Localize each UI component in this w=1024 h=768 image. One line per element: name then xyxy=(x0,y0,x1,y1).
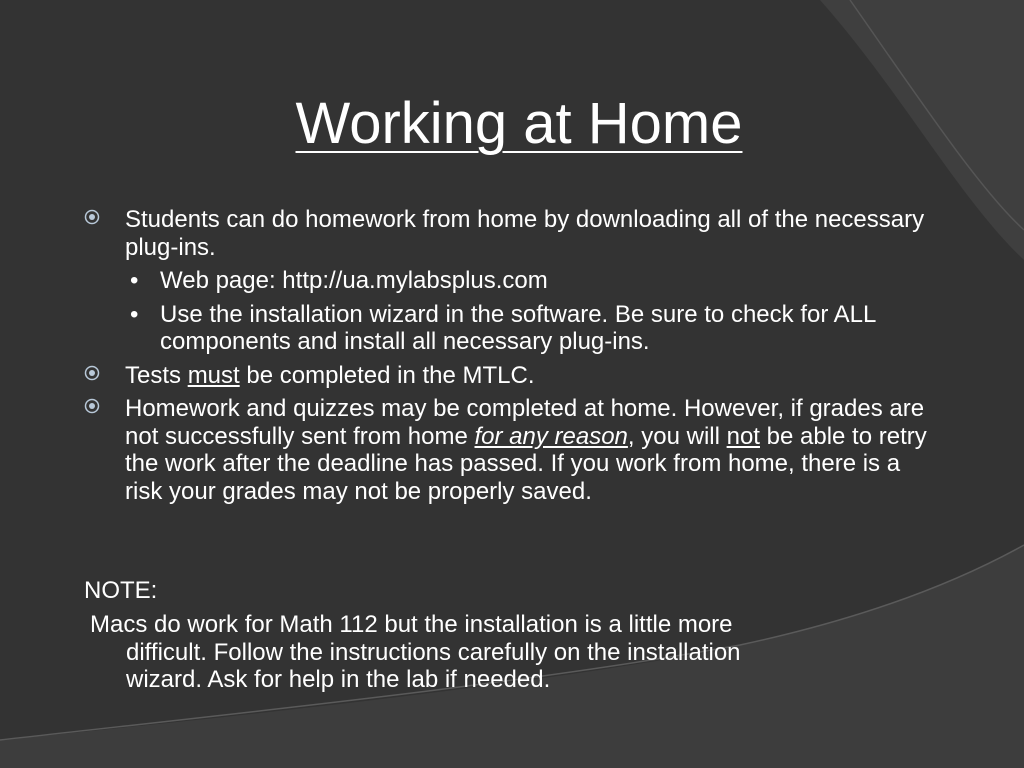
sub-bullet-text: Web page: http://ua.mylabsplus.com xyxy=(160,267,548,294)
sub-bullet-item xyxy=(84,267,944,295)
dot-bullet-icon: • xyxy=(130,267,139,294)
bullet-item xyxy=(84,206,944,261)
slide-title xyxy=(0,84,1024,164)
bullet-text-part: be able to retry the work after the deadline has passed. If you work from home, there is a risk your grades may not be properly saved. xyxy=(125,422,927,505)
sub-bullet-item xyxy=(84,301,944,356)
emphasis-text: must xyxy=(187,361,240,389)
bullet-text-part: Homework and quizzes may be completed at home. However, if grades are not successfully sent from home xyxy=(125,395,925,450)
sub-bullet-text: Use the installation wizard in the software. Be sure to check for ALL components and install all necessary plug-ins. xyxy=(160,300,876,355)
bullet-text-part: Tests xyxy=(125,361,188,389)
emphasis-text: for any reason xyxy=(474,422,628,450)
target-bullet-icon xyxy=(84,365,100,381)
target-bullet-icon xyxy=(84,209,100,225)
bullet-list xyxy=(84,206,944,511)
dot-bullet-icon: • xyxy=(130,300,139,328)
target-bullet-icon xyxy=(84,398,100,414)
note-line: difficult. Follow the instructions carefully on the installation xyxy=(126,638,741,666)
bullet-item xyxy=(84,395,944,505)
slide-title-text: Working at Home xyxy=(295,91,743,156)
bullet-text-part: be completed in the MTLC. xyxy=(239,361,535,389)
note-line: Macs do work for Math 112 but the installation is a little more xyxy=(90,611,733,638)
bullet-item xyxy=(84,362,944,390)
bullet-text-part: , you will xyxy=(627,422,727,450)
bullet-text: Students can do homework from home by downloading all of the necessary plug-ins. xyxy=(125,206,925,261)
note-label: NOTE: xyxy=(84,577,158,604)
note-text xyxy=(90,611,890,694)
emphasis-text: not xyxy=(726,422,760,450)
note-line: wizard. Ask for help in the lab if needed. xyxy=(126,666,551,693)
